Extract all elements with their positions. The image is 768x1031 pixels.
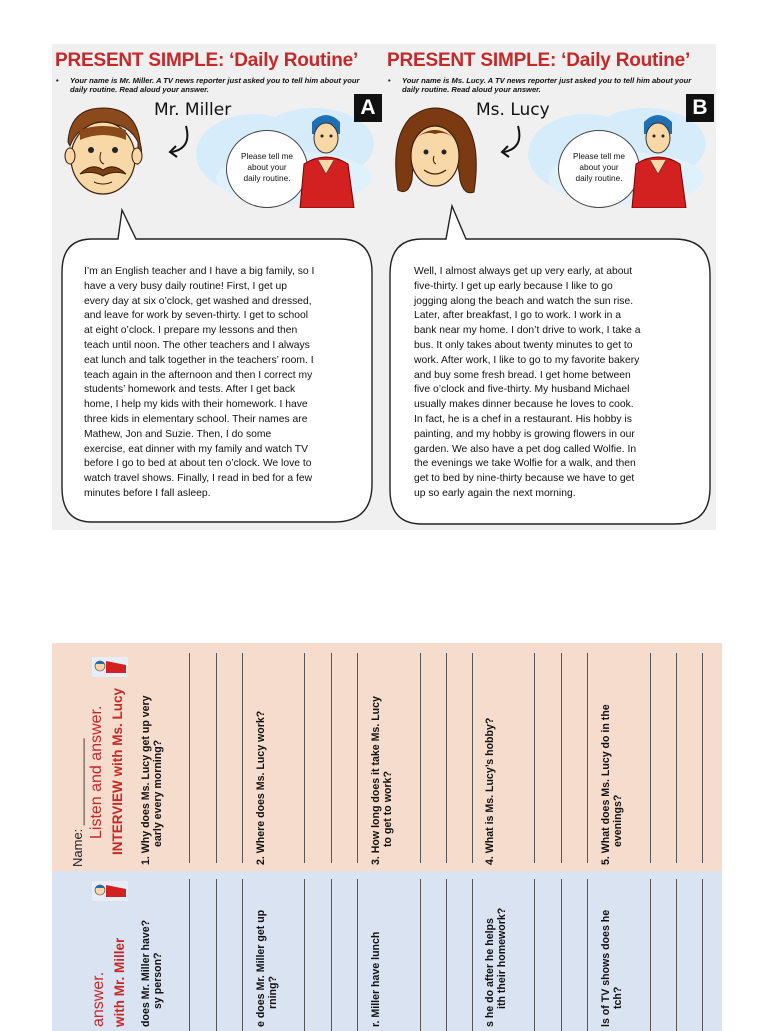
bubble-line: about your <box>247 162 287 172</box>
answer-line <box>216 653 217 863</box>
answer-line: five o’clock and five-thirty. My husband Michael <box>414 384 630 396</box>
answer-line: Well, I almost always get up very early, at about <box>414 266 633 277</box>
answer-line <box>189 879 190 1031</box>
answer-line: five-thirty. I get up early because I like to go <box>414 280 613 292</box>
panel-letter-badge: A <box>354 94 382 122</box>
panel-b <box>384 44 716 530</box>
answer-line <box>702 653 703 863</box>
answer-line <box>587 653 588 863</box>
answer-line <box>420 653 421 863</box>
bubble-line: Please tell me <box>572 151 626 161</box>
answer-line <box>534 653 535 863</box>
reporter-head-icon <box>92 657 128 677</box>
question-5 <box>600 910 624 1027</box>
interview-title: with Mr. Miller <box>112 937 127 1027</box>
answer-line <box>561 653 562 863</box>
answer-text <box>414 265 686 502</box>
question-2 <box>255 910 279 1027</box>
answer-line: usually makes dinner because he loves to cook. <box>414 399 634 411</box>
answer-line <box>472 653 473 863</box>
bubble-line: daily routine. <box>243 173 291 183</box>
answer-line <box>446 653 447 863</box>
character-name: Ms. Lucy <box>476 100 550 120</box>
question-line: to get to work? <box>382 771 394 847</box>
answer-line: painting, and my hobby is growing flowers in our <box>414 428 635 440</box>
answer-line: garden. We also have a pet dog called Wolfie. In <box>414 443 637 455</box>
question-line: 3. How long does it take Ms. Lucy <box>370 696 382 865</box>
answer-line <box>357 653 358 863</box>
bullet-dot: • <box>56 76 59 85</box>
answer-line: every day at six o’clock, get washed and dressed, <box>84 295 312 307</box>
answer-line: bus. It only takes about twenty minutes to get to <box>414 339 633 351</box>
answer-line <box>676 879 677 1031</box>
question-line: 5. What does Ms. Lucy do in the <box>600 704 612 865</box>
character-name: Mr. Miller <box>154 100 232 120</box>
question-line: r. Miller have lunch <box>370 931 382 1027</box>
answer-line: and buy some fresh bread. I get home between <box>414 369 631 381</box>
panel-title: PRESENT SIMPLE: ‘Daily Routine’ <box>55 50 359 71</box>
interview-title: INTERVIEW with Ms. Lucy <box>110 687 125 855</box>
answer-line: get to bed by nine-thirty because we have to get <box>414 473 635 485</box>
worksheet-mr-miller <box>52 871 722 1031</box>
answer-line: minutes before I fall asleep. <box>84 487 211 499</box>
bubble-line: Please tell me <box>240 151 294 161</box>
answer-line: Mathew, Jon and Suzie. Then, I do some <box>84 428 272 440</box>
answer-line <box>357 879 358 1031</box>
answer-line: jogging along the beach and watch the sun rise. <box>414 295 634 307</box>
bubble-line: daily routine. <box>575 173 623 183</box>
answer-line <box>587 879 588 1031</box>
answer-line <box>242 653 243 863</box>
answer-line <box>446 879 447 1031</box>
answer-line: exercise, eat dinner with my family and watch TV <box>84 443 309 455</box>
answer-line <box>216 879 217 1031</box>
question-line: 1. Why does Ms. Lucy get up very <box>140 695 152 865</box>
question-4 <box>484 718 496 865</box>
question-4 <box>484 908 508 1027</box>
worksheet-ms-lucy <box>52 643 722 871</box>
answer-line: Later, after breakfast, I go to work. I work in a <box>414 310 621 322</box>
answer-line <box>331 653 332 863</box>
answer-line <box>331 879 332 1031</box>
question-line: rning? <box>267 976 279 1009</box>
answer-line <box>534 879 535 1031</box>
name-field-label: Name: ____________ <box>70 738 85 867</box>
question-line: s he do after he helps <box>484 918 496 1027</box>
question-line: 2. Where does Ms. Lucy work? <box>255 710 267 865</box>
listen-and-answer-label: Listen and answer. <box>88 705 105 839</box>
question-5 <box>600 704 624 865</box>
answer-line: up so early again the next morning. <box>414 487 576 499</box>
answer-line: have a very busy daily routine! First, I get up <box>84 280 287 292</box>
answer-line <box>676 653 677 863</box>
question-line: tch? <box>612 986 624 1009</box>
question-2 <box>255 711 267 865</box>
answer-line <box>702 879 703 1031</box>
answer-line <box>561 879 562 1031</box>
answer-line: watch travel shows. Finally, I read in bed for a few <box>84 473 313 485</box>
answer-line <box>304 879 305 1031</box>
question-line: 4. What is Ms. Lucy’s hobby? <box>484 717 496 865</box>
answer-line: the evenings we take Wolfie for a walk, and then <box>414 458 636 470</box>
question-line: sy person? <box>152 952 164 1009</box>
answer-line: teach again in the afternoon and then I correct my <box>84 369 313 381</box>
instruction-text: Your name is Ms. Lucy. A TV news reporter just asked you to tell him about your daily routine. Read aloud your answer. <box>402 76 692 94</box>
panel-letter-badge: B <box>686 94 714 122</box>
answer-line: three kids in elementary school. Their names are <box>84 413 308 425</box>
question-line: ls of TV shows does he <box>600 909 612 1027</box>
answer-line <box>650 879 651 1031</box>
answer-line <box>472 879 473 1031</box>
answer-line: bank near my home. I don’t drive to work, I take a <box>414 325 641 337</box>
answer-line <box>304 653 305 863</box>
question-line: e does Mr. Miller get up <box>255 909 267 1027</box>
answer-line: before I go to bed at about ten o’clock. We love to <box>84 458 312 470</box>
answer-line: I’m an English teacher and I have a big family, so I <box>84 266 315 277</box>
bubble-line: about your <box>579 162 619 172</box>
question-line: evenings? <box>612 794 624 847</box>
answer-line: home, I help my kids with their homework. I have <box>84 399 308 411</box>
question-3 <box>370 696 394 865</box>
panel-a <box>52 44 384 530</box>
question-line: does Mr. Miller have? <box>140 919 152 1027</box>
panel-title: PRESENT SIMPLE: ‘Daily Routine’ <box>387 50 691 71</box>
question-line: ith their homework? <box>496 907 508 1009</box>
instruction-text: Your name is Mr. Miller. A TV news reporter just asked you to tell him about your daily routine. Read aloud your answer. <box>70 76 360 94</box>
answer-line: teach until noon. The other teachers and I always <box>84 339 310 351</box>
answer-line <box>189 653 190 863</box>
answer-line: In fact, he is a chef in a restaurant. His hobby is <box>414 413 632 425</box>
answer-line: and leave for work by seven-thirty. I get to school <box>84 310 309 322</box>
answer-line: work. After work, I like to go to my favorite bakery <box>414 354 640 366</box>
answer-line <box>650 653 651 863</box>
answer-line: students’ homework and tests. After I get back <box>84 384 296 396</box>
reporter-head-icon <box>92 881 128 901</box>
answer-line <box>242 879 243 1031</box>
question-line: early every morning? <box>152 739 164 847</box>
listen-and-answer-label: answer. <box>90 971 107 1027</box>
answer-line: eat lunch and talk together in the teachers’ room. I <box>84 354 314 366</box>
answer-line <box>420 879 421 1031</box>
bullet-dot: • <box>388 76 391 85</box>
answer-line: at eight o’clock. I prepare my lessons and then <box>84 325 298 337</box>
question-1 <box>140 920 164 1027</box>
question-1 <box>140 695 164 865</box>
answer-text <box>84 265 352 502</box>
question-3 <box>370 932 382 1027</box>
